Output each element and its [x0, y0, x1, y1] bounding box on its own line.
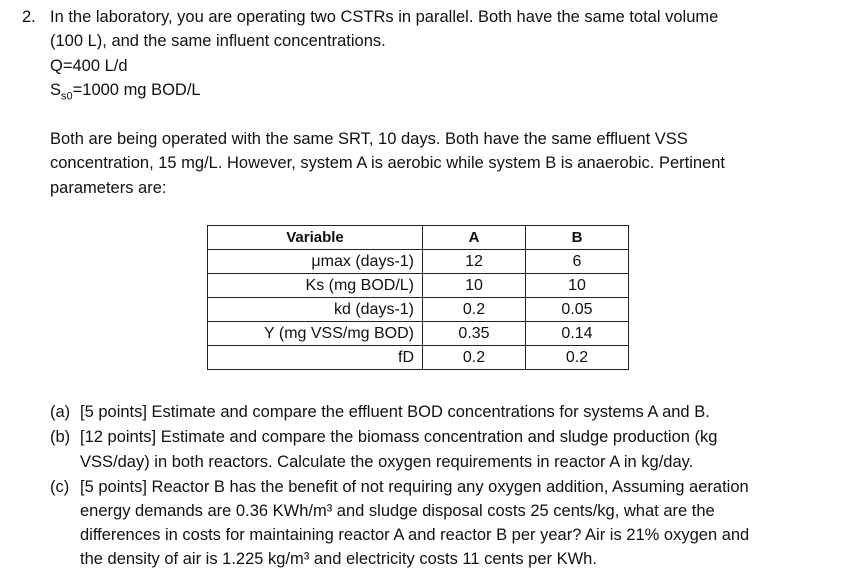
para-line-2: concentration, 15 mg/L. However, system A is aerobic while system B is anaerobic. Pertinent: [50, 154, 725, 172]
para-line-1: Both are being operated with the same SRT, 10 days. Both have the same effluent VSS: [50, 130, 688, 148]
part-c-line-3: differences in costs for maintaining reactor A and reactor B per year? Air is 21% oxygen and: [80, 526, 750, 544]
row-a-value: 0.35: [423, 322, 526, 346]
header-b: B: [526, 226, 629, 250]
row-a-value: 10: [423, 274, 526, 298]
parameters-table: [207, 225, 629, 370]
para-line-3: parameters are:: [50, 179, 167, 197]
row-b-value: 0.2: [526, 346, 629, 370]
row-a-value: 0.2: [423, 346, 526, 370]
row-b-value: 0.14: [526, 322, 629, 346]
part-b-line-1: [12 points] Estimate and compare the biomass concentration and sludge production (kg: [80, 428, 718, 446]
row-a-value: 0.2: [423, 298, 526, 322]
part-c-line-1: [5 points] Reactor B has the benefit of not requiring any oxygen addition, Assuming aeration: [80, 478, 749, 496]
table-row: [208, 298, 629, 322]
table-row: [208, 250, 629, 274]
part-c-line-2: energy demands are 0.36 KWh/m³ and sludge disposal costs 25 cents/kg, what are the: [80, 502, 715, 520]
row-variable: Ks (mg BOD/L): [208, 274, 423, 298]
influent-subscript: s0: [61, 90, 73, 103]
part-b-line-2: VSS/day) in both reactors. Calculate the oxygen requirements in reactor A in kg/day.: [80, 453, 694, 471]
row-variable: fD: [208, 346, 423, 370]
table-row: [208, 274, 629, 298]
problem-number: 2.: [22, 8, 36, 26]
header-variable: Variable: [208, 226, 423, 250]
table-row: [208, 322, 629, 346]
row-a-value: 12: [423, 250, 526, 274]
part-a-line-1: [5 points] Estimate and compare the effluent BOD concentrations for systems A and B.: [80, 403, 710, 421]
influent-symbol: S: [50, 81, 62, 99]
part-c-label: (c): [50, 478, 70, 496]
row-variable: Y (mg VSS/mg BOD): [208, 322, 423, 346]
table-header-row: [208, 226, 629, 250]
row-b-value: 6: [526, 250, 629, 274]
part-b-label: (b): [50, 428, 71, 446]
row-variable: μmax (days-1): [208, 250, 423, 274]
row-b-value: 10: [526, 274, 629, 298]
table-row: [208, 346, 629, 370]
influent-concentration: [50, 79, 201, 107]
part-a-label: (a): [50, 403, 71, 421]
flow-rate: Q=400 L/d: [50, 57, 128, 75]
part-c-line-4: the density of air is 1.225 kg/m³ and electricity costs 11 cents per KWh.: [80, 550, 597, 568]
intro-line-2: (100 L), and the same influent concentrations.: [50, 32, 386, 50]
header-a: A: [423, 226, 526, 250]
intro-line-1: In the laboratory, you are operating two CSTRs in parallel. Both have the same total volume: [50, 8, 719, 26]
row-variable: kd (days-1): [208, 298, 423, 322]
influent-value: =1000 mg BOD/L: [72, 81, 201, 99]
row-b-value: 0.05: [526, 298, 629, 322]
